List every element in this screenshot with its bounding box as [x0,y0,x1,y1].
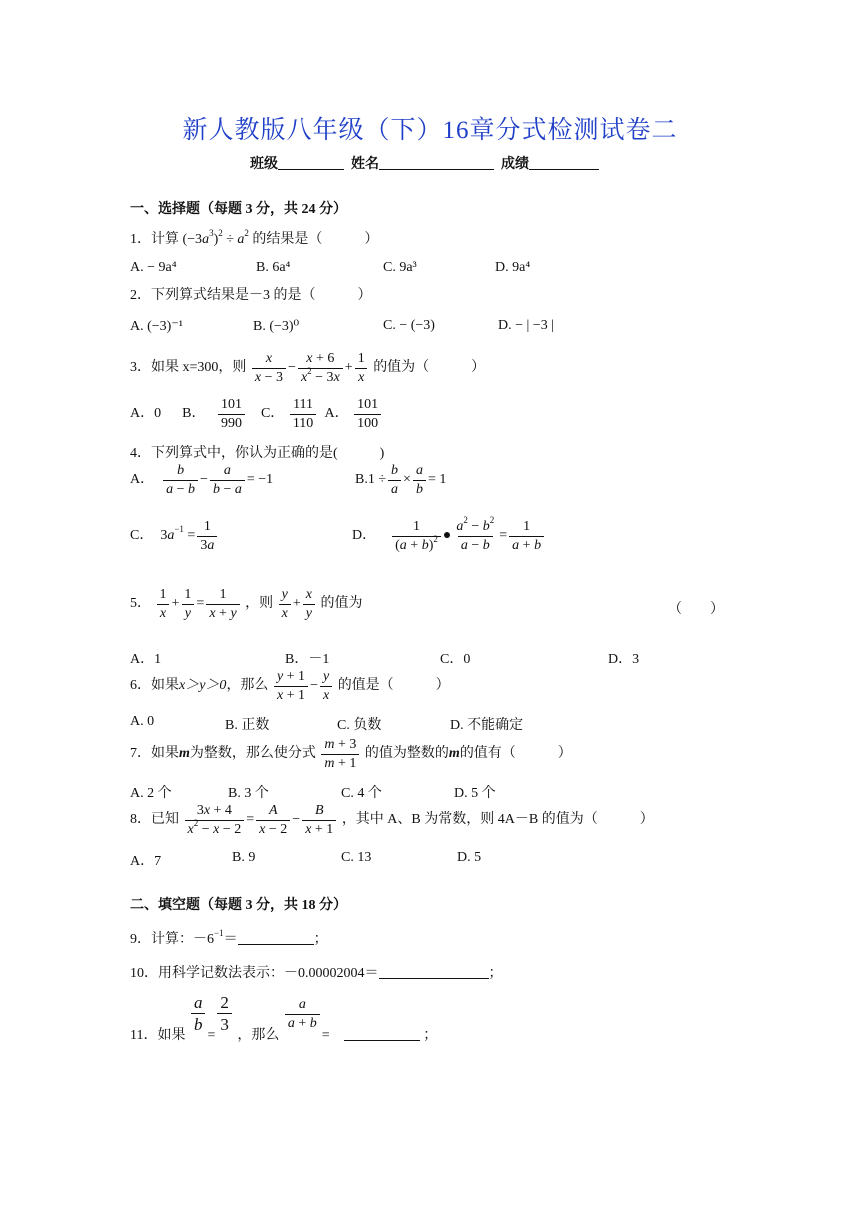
q9-suffix: ＝ [223,932,238,947]
q6-option-a: A. 0 [130,714,155,729]
q3-b-num: 101 [220,397,242,412]
page-title: 新人教版八年级（下）16章分式检测试卷二 [182,117,678,144]
q7-option-b: B. 3 个 [228,786,269,801]
q1-stem-prefix: 1．计算 [130,232,179,247]
q8-option-b: B. 9 [232,850,256,865]
q10-stem: 10．用科学记数法表示：－0.00002004＝ [130,966,379,981]
q3-stem-prefix: 3．如果 x=300，则 [130,360,247,376]
q8-prefix: 8．已知 [130,812,179,828]
question-3: 3．如果 x=300，则 $\frac{x}{x - 3}$ − $\frac{x + 6}{x^2 - 3x}$ + $\frac{1}{x}$ 的值为（ ） [130,351,486,385]
q8-option-c: C. 13 [341,850,372,865]
q9-prefix: 9．计算：－6 [130,932,214,947]
q5-option-a: A．1 [130,652,162,667]
q3-c-num: 111 [293,397,314,412]
q4-option-a: A． $\frac{b}{a - b}$ − $\frac{a}{b - a}$ = −1 [130,463,274,497]
score-field[interactable] [529,155,599,170]
name-label: 姓名 [351,157,379,172]
q5-middle: ，则 [245,596,274,612]
q10-answer-blank[interactable] [379,964,489,979]
q11-answer-blank[interactable] [344,1026,420,1041]
q8-option-a: A．7 [130,854,162,869]
q8-option-d: D. 5 [457,850,482,865]
q7-middle: 为整数，那么使分式 [189,746,316,762]
q1-stem-suffix: 的结果是（ ） [252,232,379,247]
q2-option-d: D. − | −3 | [498,318,555,333]
q5-answer-paren: （ ） [668,602,724,617]
q3-option-b-label: B． [182,406,206,422]
q7-option-c: C. 4 个 [341,786,382,801]
name-field[interactable] [379,155,494,170]
q6-option-b: B. 正数 [225,718,270,733]
q5-option-d: D．3 [608,652,640,667]
q7-option-a: A. 2 个 [130,786,172,801]
q5-option-c: C．0 [440,652,471,667]
q3-option-c-label: C． [260,406,285,422]
q3-c-den: 110 [290,414,316,433]
question-5: 5． $\frac{1}{x}$ + $\frac{1}{y}$ = $\frac{1}{x + y}$ ，则 $\frac{y}{x}$ + $\frac{x}{y}$ 的值为 [130,587,363,621]
q7-option-d: D. 5 个 [454,786,496,801]
q6-suffix: 的值是（ ） [337,678,450,694]
q3-option-a: A．0 [130,406,162,422]
q1-option-b: B. 6a⁴ [256,260,291,275]
question-2: 2．下列算式结果是－3 的是（ ） [130,288,372,303]
q9-answer-blank[interactable] [238,930,314,945]
class-label: 班级 [250,157,278,172]
q7-var: m [179,746,190,762]
q6-condition: x＞y＞0 [179,678,227,694]
class-field[interactable] [278,155,344,170]
q7-suffix-b: 的值有（ ） [459,746,572,762]
q1-option-d: D. 9a⁴ [495,260,531,275]
q2-option-c: C. − (−3) [383,318,435,333]
q5-option-b: B．－1 [285,652,330,667]
q8-suffix: ，其中 A、B 为常数，则 4A－B 的值为（ ） [341,812,654,828]
question-9: 9．计算：$-6^{-1}=$ ； [130,928,328,947]
q1-option-c: C. 9a³ [383,260,417,275]
q2-option-a: A. (−3)⁻¹ [130,319,183,334]
section-fill-heading: 二、填空题（每题 3 分，共 18 分） [130,898,347,913]
q3-options [130,396,383,432]
q3-d-num: 101 [357,397,379,412]
score-label: 成绩 [501,157,529,172]
q3-b-den: 990 [218,414,245,433]
q4-option-c: C． $3a^{-1}$ = $\frac{1}{3a}$ [130,518,219,554]
q6-option-d: D. 不能确定 [450,718,524,733]
q3-option-d-label: A． [324,406,349,422]
section-choice-heading: 一、选择题（每题 3 分，共 24 分） [130,202,347,217]
q5-prefix: 5． [130,596,151,612]
q4-c-label: C． [130,528,154,544]
question-8: 8．已知 $\frac{3x + 4}{x^2 - x - 2}$ = $\frac{A}{x - 2}$ − $\frac{B}{x + 1}$ ，其中 A、B 为常数，则 4A－B 的值为（ ） [130,803,654,837]
q6-option-c: C. 负数 [337,718,382,733]
q5-suffix: 的值为 [320,596,363,612]
question-6: 6．如果x＞y＞0，那么 $\frac{y + 1}{x + 1}$ − $\frac{y}{x}$ 的值是（ ） [130,669,450,703]
q7-var-2: m [448,746,460,762]
q4-d-label: D． [352,528,377,544]
question-11: 11．如果 $\frac{a}{b}$ = $\frac{2}{3}$ ，那么 $\frac{a}{a + b}$ = ； [130,993,438,1043]
q4-b-label: B. [355,472,368,488]
q6-prefix: 6．如果 [130,678,179,694]
q3-d-den: 100 [354,414,381,433]
q3-stem-suffix: 的值为（ ） [373,360,486,376]
q11-prefix: 11．如果 [130,1028,186,1043]
question-10: 10．用科学记数法表示：－0.00002004＝ ； [130,966,503,981]
q2-option-b: B. (−3)⁰ [253,319,300,334]
q7-prefix: 7．如果 [130,746,179,762]
q4-a-label: A． [130,472,155,488]
question-7: 7．如果m为整数，那么使分式 $\frac{m + 3}{m + 1}$ 的值为整数的m的值有（ ） [130,737,572,771]
question-4: 4．下列算式中，你认为正确的是( ) [130,446,385,461]
q11-middle: ，那么 [237,1028,280,1043]
question-1: 1．计算 $(-3a^3)^2 \div a^2$ 的结果是（ ） [130,228,379,247]
q4-option-d: D． $\frac{1}{(a + b)^2}$ ● $\frac{a^2 - b^2}{a - b}$ = $\frac{1}{a + b}$ [352,518,546,554]
q6-middle: ，那么 [226,678,269,694]
q1-option-a: A. − 9a⁴ [130,260,177,275]
q7-suffix-a: 的值为整数的 [364,746,449,762]
student-info-line [250,153,599,173]
q9-exponent: −1 [214,928,224,938]
q4-option-b: B.1 ÷ $\frac{b}{a}$ × $\frac{a}{b}$ = 1 [355,463,447,497]
